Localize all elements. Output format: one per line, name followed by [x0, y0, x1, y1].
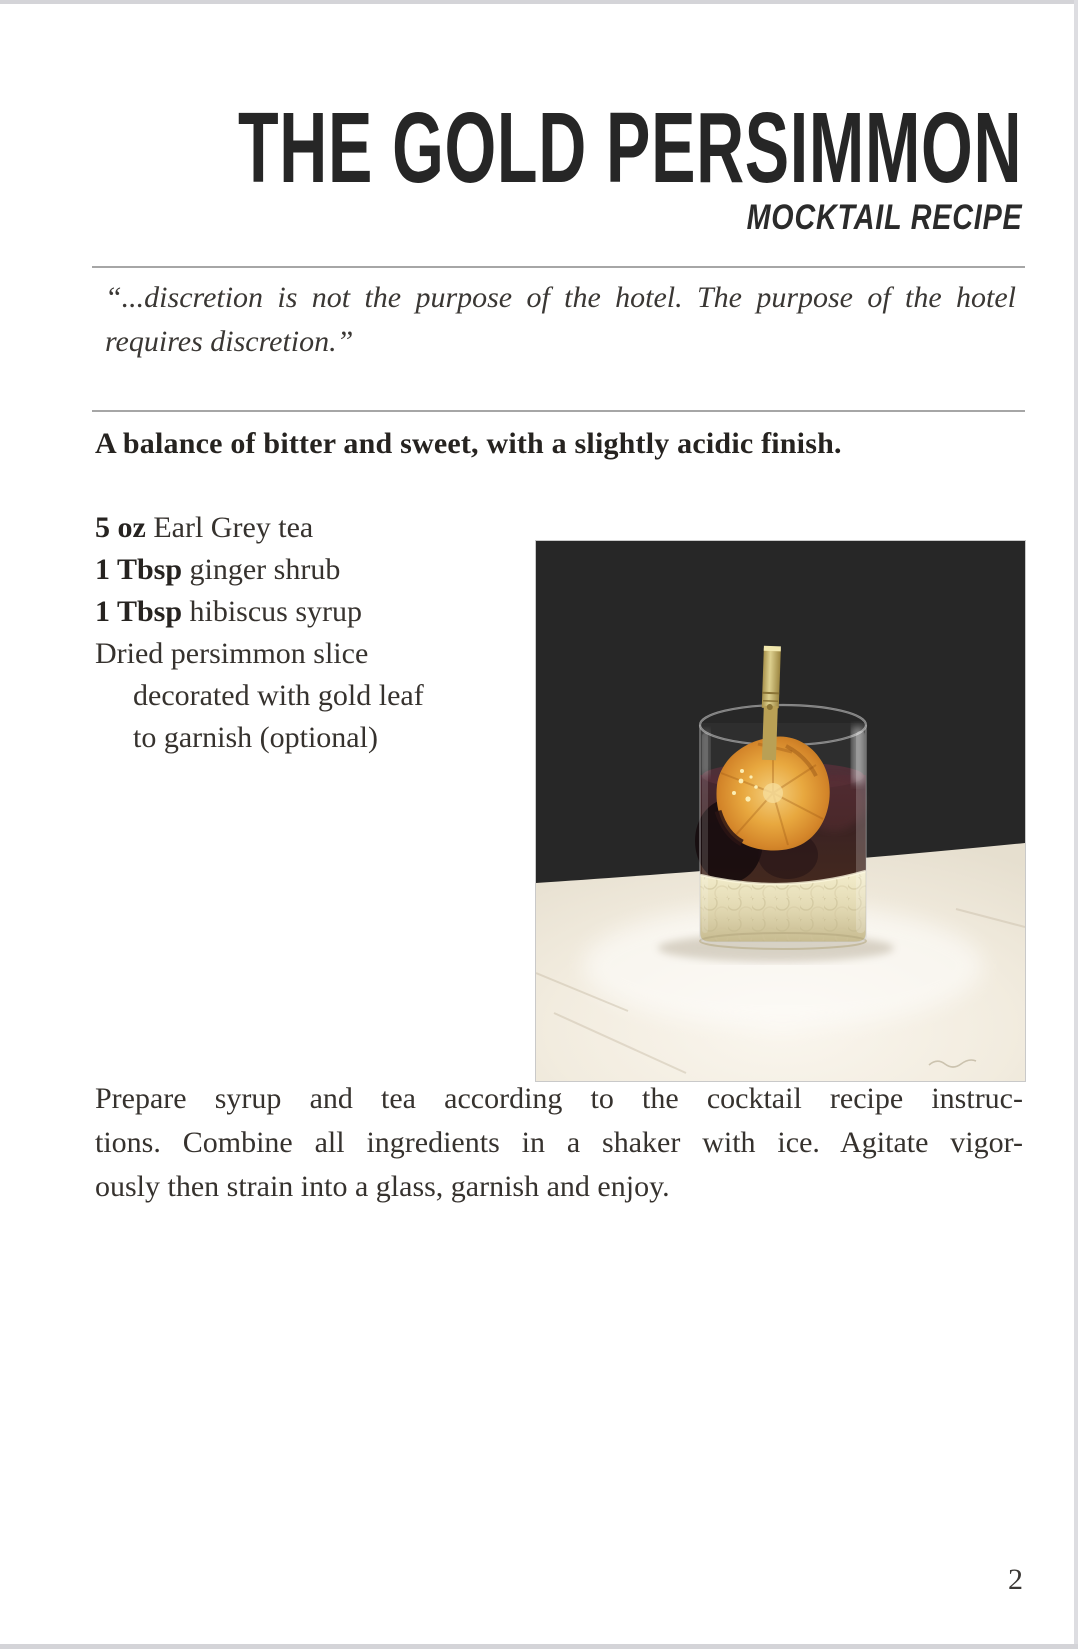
- pull-quote: [105, 276, 1016, 364]
- ingredient-row: [95, 507, 525, 549]
- page-edge-bottom: [0, 1644, 1078, 1649]
- ingredient-row: [95, 717, 525, 759]
- recipe-photo: [536, 541, 1025, 1081]
- ingredient-row: [95, 549, 525, 591]
- ingredient-qty: 5 oz: [95, 511, 146, 544]
- ingredient-name: Dried persimmon slice: [95, 637, 369, 670]
- page-title: THE GOLD PERSIMMON: [237, 92, 1022, 204]
- page-subtitle: MOCKTAIL RECIPE: [746, 198, 1022, 237]
- quote-line: requires discretion.”: [105, 325, 354, 358]
- ingredient-row: [95, 591, 525, 633]
- page-edge-right: [1074, 0, 1078, 1649]
- ingredient-name: hibiscus syrup: [182, 595, 363, 628]
- ingredients-list: [95, 507, 525, 759]
- page-number: 2: [1008, 1563, 1023, 1596]
- instruction-line: ously then strain into a glass, garnish and enjoy.: [95, 1170, 670, 1203]
- divider-top: [92, 266, 1025, 268]
- page-edge-top: [0, 0, 1078, 4]
- instruction-line: Prepare syrup and tea according to the cocktail recipe instruc-: [95, 1082, 1023, 1115]
- ingredient-name: decorated with gold leaf: [133, 679, 424, 712]
- ingredient-row: [95, 675, 525, 717]
- ingredient-row: [95, 633, 525, 675]
- title-block: [0, 92, 1022, 204]
- subtitle-block: [686, 200, 1023, 235]
- ingredient-name: Earl Grey tea: [145, 511, 314, 544]
- quote-line: “...discretion is not the purpose of the hotel. The purpose of the hotel: [105, 281, 1016, 314]
- recipe-photo-illustration: [536, 541, 1025, 1081]
- ingredient-qty: 1 Tbsp: [95, 553, 183, 586]
- divider-bottom: [92, 410, 1025, 412]
- ingredient-name: ginger shrub: [182, 553, 341, 586]
- instructions-paragraph: [95, 1077, 1023, 1209]
- lead-sentence: A balance of bitter and sweet, with a slightly acidic finish.: [95, 427, 842, 460]
- instruction-line: tions. Combine all ingredients in a shaker with ice. Agitate vigor-: [95, 1126, 1023, 1159]
- ingredient-qty: 1 Tbsp: [95, 595, 183, 628]
- ingredient-name: to garnish (optional): [133, 721, 378, 754]
